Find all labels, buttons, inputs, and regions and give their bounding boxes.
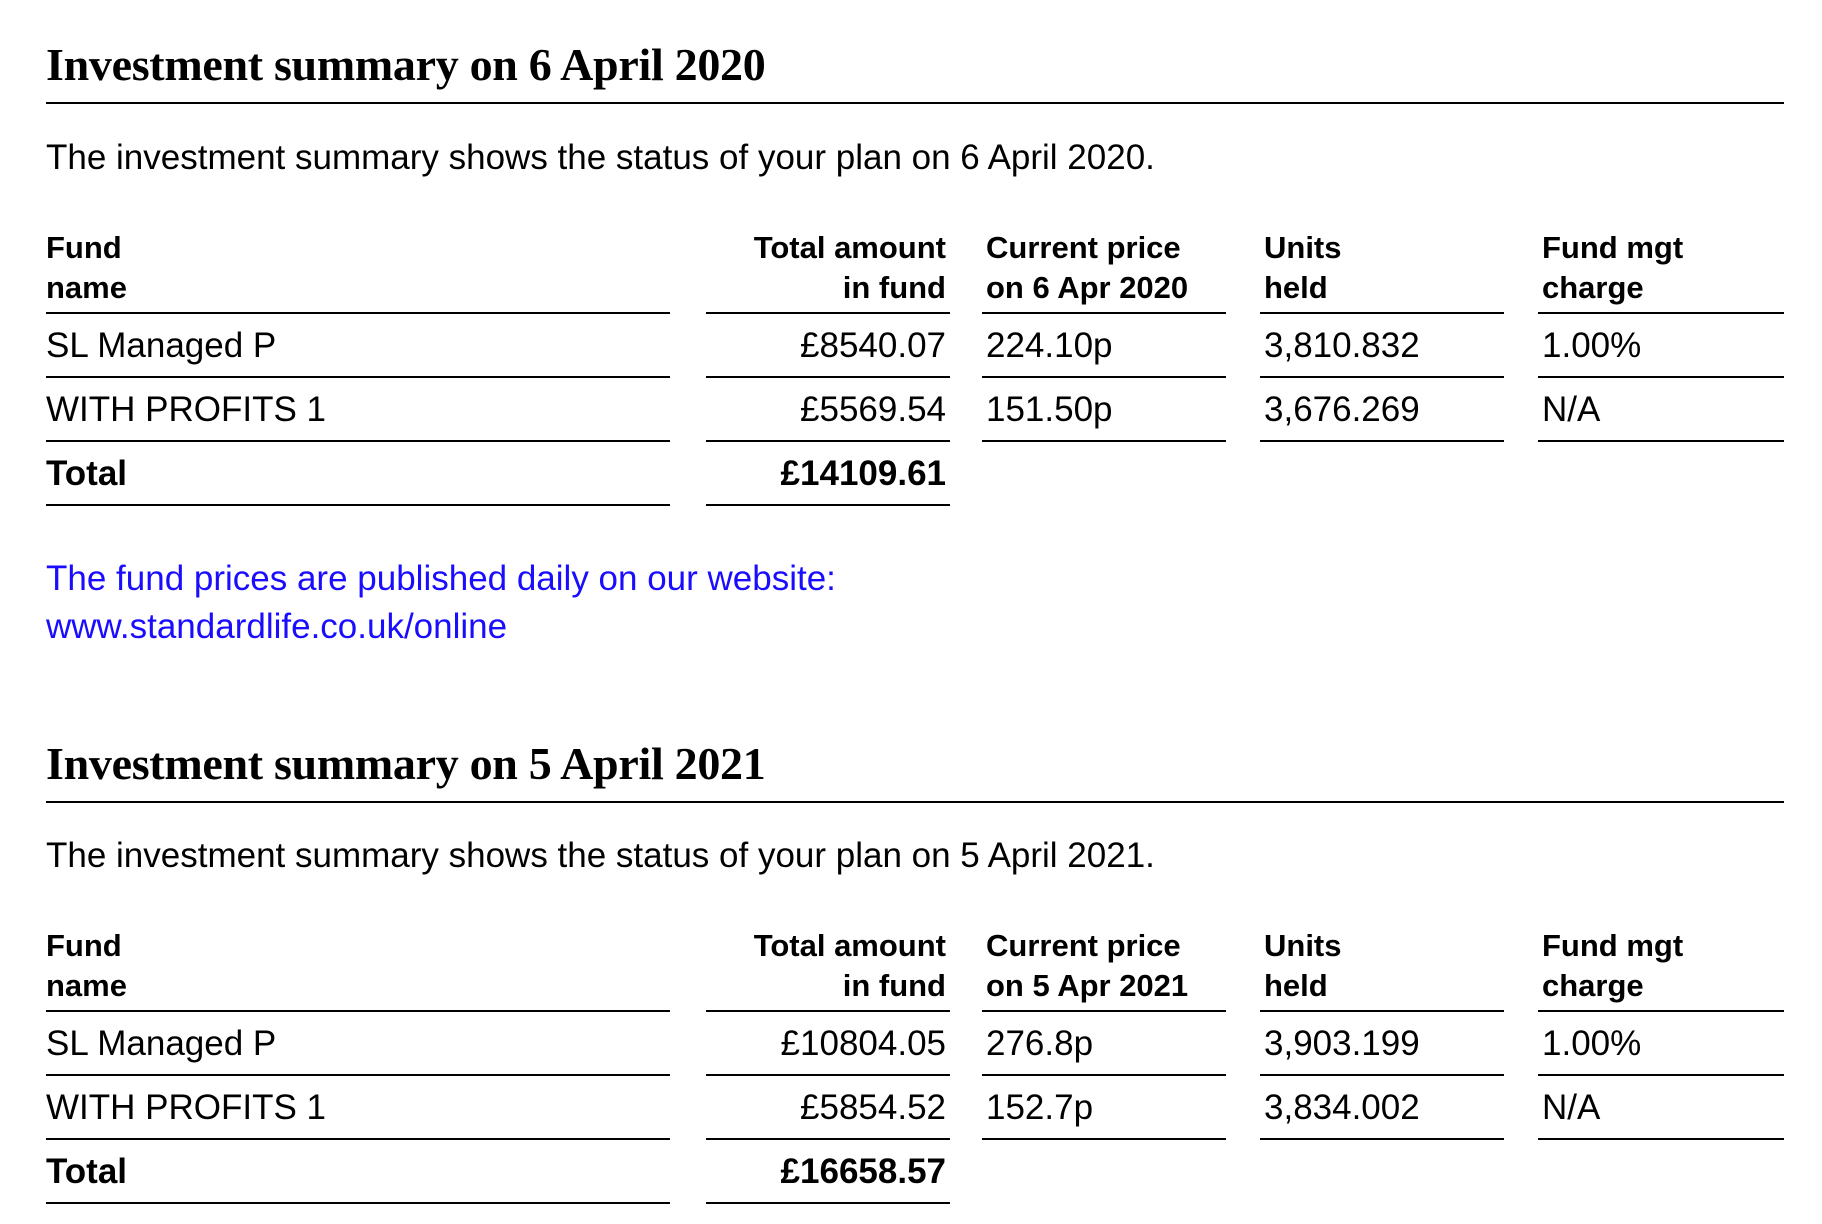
fund-charge-cell: N/A	[1538, 378, 1784, 442]
section-2-table	[46, 908, 1784, 1204]
fund-name-cell: WITH PROFITS 1	[46, 1076, 670, 1140]
fund-charge-cell: N/A	[1538, 1076, 1784, 1140]
header-current-price: Current price on 5 Apr 2021	[982, 908, 1226, 1012]
fund-name-cell: SL Managed P	[46, 1012, 670, 1076]
section-1-table	[46, 210, 1784, 506]
fund-prices-note	[46, 555, 836, 651]
table-row	[46, 378, 1784, 442]
fund-name-cell: WITH PROFITS 1	[46, 378, 670, 442]
header-fund-mgt-charge: Fund mgt charge	[1538, 908, 1784, 1012]
fund-amount-cell: £5569.54	[706, 378, 950, 442]
header-current-price: Current price on 6 Apr 2020	[982, 210, 1226, 314]
fund-name-cell: SL Managed P	[46, 314, 670, 378]
section-1-intro: The investment summary shows the status of your plan on 6 April 2020.	[46, 138, 1155, 177]
fund-amount-cell: £10804.05	[706, 1012, 950, 1076]
header-fund-mgt-charge: Fund mgt charge	[1538, 210, 1784, 314]
table-row	[46, 314, 1784, 378]
fund-units-cell: 3,834.002	[1260, 1076, 1504, 1140]
standardlife-website-link[interactable]: www.standardlife.co.uk/online	[46, 607, 508, 646]
section-2-title: Investment summary on 5 April 2021	[46, 741, 1784, 803]
table-header-row	[46, 908, 1784, 1012]
fund-units-cell: 3,676.269	[1260, 378, 1504, 442]
table-total-row	[46, 1140, 1784, 1204]
total-amount: £16658.57	[706, 1140, 950, 1204]
fund-charge-cell: 1.00%	[1538, 314, 1784, 378]
fund-amount-cell: £8540.07	[706, 314, 950, 378]
fund-prices-note-text: The fund prices are published daily on our website:	[46, 559, 836, 598]
table-header-row	[46, 210, 1784, 314]
fund-amount-cell: £5854.52	[706, 1076, 950, 1140]
fund-price-cell: 276.8p	[982, 1012, 1226, 1076]
fund-price-cell: 151.50p	[982, 378, 1226, 442]
total-label: Total	[46, 442, 670, 506]
fund-units-cell: 3,903.199	[1260, 1012, 1504, 1076]
section-2-intro: The investment summary shows the status of your plan on 5 April 2021.	[46, 836, 1155, 875]
table-total-row	[46, 442, 1784, 506]
total-label: Total	[46, 1140, 670, 1204]
fund-price-cell: 152.7p	[982, 1076, 1226, 1140]
total-amount: £14109.61	[706, 442, 950, 506]
section-1-title: Investment summary on 6 April 2020	[46, 42, 1784, 104]
header-fund-name: Fund name	[46, 210, 670, 314]
header-units-held: Units held	[1260, 210, 1504, 314]
fund-price-cell: 224.10p	[982, 314, 1226, 378]
header-total-amount: Total amount in fund	[706, 210, 950, 314]
header-total-amount: Total amount in fund	[706, 908, 950, 1012]
header-units-held: Units held	[1260, 908, 1504, 1012]
fund-charge-cell: 1.00%	[1538, 1012, 1784, 1076]
header-fund-name: Fund name	[46, 908, 670, 1012]
table-row	[46, 1012, 1784, 1076]
table-row	[46, 1076, 1784, 1140]
fund-units-cell: 3,810.832	[1260, 314, 1504, 378]
